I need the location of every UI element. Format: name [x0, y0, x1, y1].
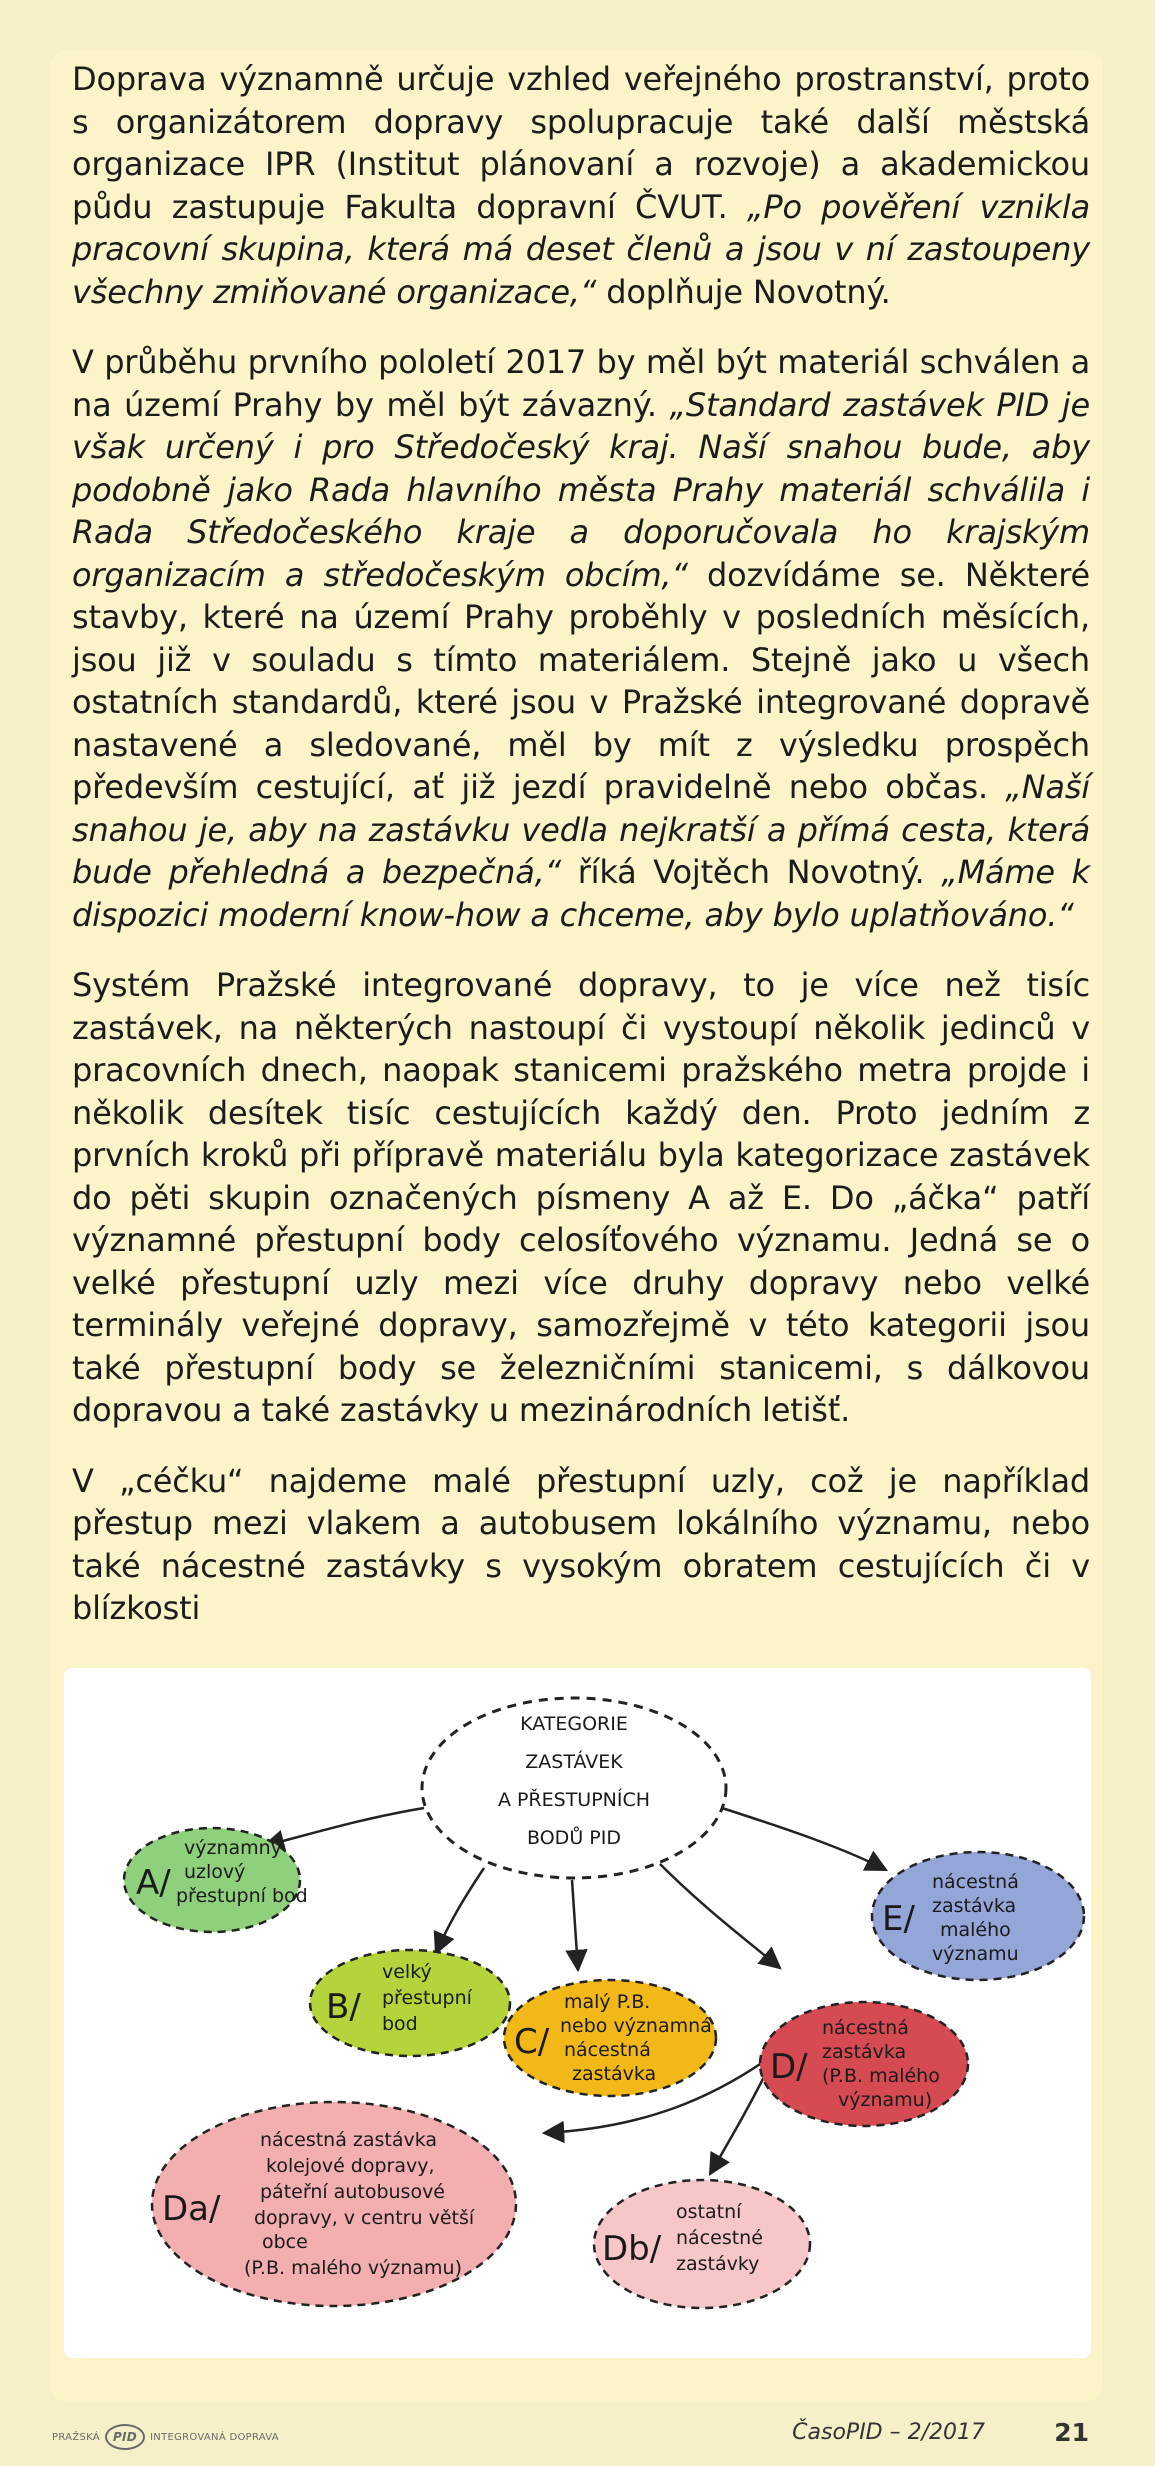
- arrow-to-b: [436, 1868, 484, 1953]
- pid-logo-icon: PID: [105, 2424, 145, 2450]
- publisher-name-left: PRAŽSKÁ: [52, 2431, 100, 2443]
- category-c-line: nácestná: [564, 2039, 651, 2061]
- category-e-line: malého: [940, 1919, 1011, 1941]
- category-diagram: [64, 1668, 1091, 2358]
- category-b-line: přestupní: [382, 1987, 472, 2009]
- publisher-name-right: INTEGROVANÁ DOPRAVA: [150, 2431, 279, 2443]
- arrow-to-c: [572, 1880, 578, 1970]
- category-da-line: dopravy, v centru větší: [254, 2207, 475, 2229]
- arrow-to-e: [722, 1808, 886, 1870]
- quote: „Naší snahou je, aby na zastávku vedla nejkratší a přímá cesta, která bude přehledná a bezpečná,“: [72, 768, 1090, 891]
- category-db-line: nácestné: [676, 2227, 763, 2249]
- category-e-line: nácestná: [932, 1871, 1019, 1893]
- article-body: [72, 58, 1090, 1658]
- category-b-letter: B/: [326, 1987, 361, 2027]
- center-line-1: KATEGORIE: [520, 1713, 628, 1735]
- category-d-letter: D/: [770, 2047, 808, 2087]
- arrow-to-a: [264, 1808, 424, 1846]
- category-d-line: nácestná: [822, 2017, 909, 2039]
- quote: „Máme k dispozici moderní know-how a chceme, aby bylo uplatňováno.“: [72, 853, 1090, 934]
- arrow-to-d: [660, 1864, 780, 1968]
- category-c-line: malý P.B.: [564, 1991, 651, 2013]
- category-d-line: zastávka: [822, 2041, 907, 2063]
- paragraph-2: V průběhu prvního pololetí 2017 by měl být materiál schválen a na území Prahy by měl být závazný. „Standard zastávek PID je však určený i pro Středočeský kraj. Naší snahou bude, aby podobně jako Rada hlavního města Prahy materiál schválila i Rada Středočeského kraje a doporučovala ho krajským organizacím a středočeským obcím,“ dozvídáme se. Některé stavby, které na území Prahy proběhly v posledních měsících, jsou již v souladu s tímto materiálem. Stejně jako u všech ostatních standardů, které jsou v Pražské integrované dopravě nastavené a sledované, měl by mít z výsledku prospěch především cestující, ať již jezdí pravidelně nebo občas. „Naší snahou je, aby na zastávku vedla nejkratší a přímá cesta, která bude přehledná a bezpečná,“ říká Vojtěch Novotný. „Máme k dispozici moderní know-how a chceme, aby bylo uplatňováno.“: [72, 343, 1090, 934]
- category-d-line: (P.B. malého: [822, 2065, 940, 2087]
- category-a-line: uzlový: [184, 1861, 246, 1883]
- category-a-letter: A/: [136, 1863, 171, 1903]
- category-db-line: ostatní: [676, 2201, 742, 2223]
- category-da-line: obce: [262, 2231, 308, 2253]
- category-b-line: bod: [382, 2013, 418, 2035]
- category-db-letter: Db/: [602, 2229, 662, 2269]
- category-da-line: nácestná zastávka: [260, 2129, 438, 2151]
- quote: „Standard zastávek PID je však určený i pro Středočeský kraj. Naší snahou bude, aby podobně jako Rada hlavního města Prahy materiál schválila i Rada Středočeského kraje a doporučovala ho krajským organizacím a středočeským obcím,“: [72, 385, 1090, 594]
- center-line-3: A PŘESTUPNÍCH: [497, 1789, 651, 1811]
- category-e-line: významu: [932, 1943, 1019, 1965]
- category-a-line: přestupní bod: [176, 1885, 308, 1907]
- category-c-line: zastávka: [572, 2063, 657, 2085]
- paragraph-4: V „céčku“ najdeme malé přestupní uzly, což je například přestup mezi vlakem a autobusem lokálního významu, nebo také nácestné zastávky s vysokým obratem cestujících či v blízkosti: [72, 1461, 1090, 1627]
- quote: „Po pověření vznikla pracovní skupina, která má deset členů a jsou v ní zastoupeny všechny zmiňované organizace,“: [72, 187, 1090, 311]
- center-line-2: ZASTÁVEK: [525, 1751, 623, 1773]
- category-b-line: velký: [382, 1961, 432, 1983]
- paragraph-3: Systém Pražské integrované dopravy, to je více než tisíc zastávek, na některých nastoupí či vystoupí několik jedinců v pracovních dnech, naopak stanicemi pražského metra projde i několik desítek tisíc cestujících každý den. Proto jedním z prvních kroků při přípravě materiálu byla kategorizace zastávek do pěti skupin označených písmeny A až E. Do „áčka“ patří významné přestupní body celosíťového významu. Jedná se o velké přestupní uzly mezi více druhy dopravy nebo velké terminály veřejné dopravy, samozřejmě v této kategorii jsou také přestupní body se železničními stanicemi, s dálkovou dopravou a také zastávky u mezinárodních letišť.: [72, 966, 1090, 1429]
- page-footer: [0, 2402, 1155, 2466]
- page-number: 21: [1054, 2418, 1089, 2447]
- category-c-line: nebo významná: [560, 2015, 712, 2037]
- issue-label: ČasoPID – 2/2017: [792, 2420, 985, 2445]
- category-da-letter: Da/: [162, 2189, 221, 2229]
- paragraph-1: Doprava významně určuje vzhled veřejného prostranství, proto s organizátorem dopravy spolupracuje také další městská organizace IPR (Institut plánovaní a rozvoje) a akademickou půdu zastupuje Fakulta dopravní ČVUT. „Po pověření vznikla pracovní skupina, která má deset členů a jsou v ní zastoupeny všechny zmiňované organizace,“ doplňuje Novotný.: [72, 60, 1090, 311]
- category-da-line: kolejové dopravy,: [266, 2155, 435, 2177]
- category-a-line: významný: [184, 1837, 282, 1859]
- category-c-letter: C/: [514, 2022, 550, 2062]
- category-e-line: zastávka: [932, 1895, 1017, 1917]
- category-d-line: významu): [838, 2089, 933, 2111]
- center-line-4: BODŮ PID: [527, 1827, 621, 1849]
- category-e-letter: E/: [882, 1899, 915, 1939]
- publisher-logo: [52, 2424, 279, 2450]
- category-da-line: (P.B. malého významu): [244, 2257, 462, 2279]
- category-db-line: zastávky: [676, 2253, 760, 2275]
- category-da-line: páteřní autobusové: [260, 2181, 445, 2203]
